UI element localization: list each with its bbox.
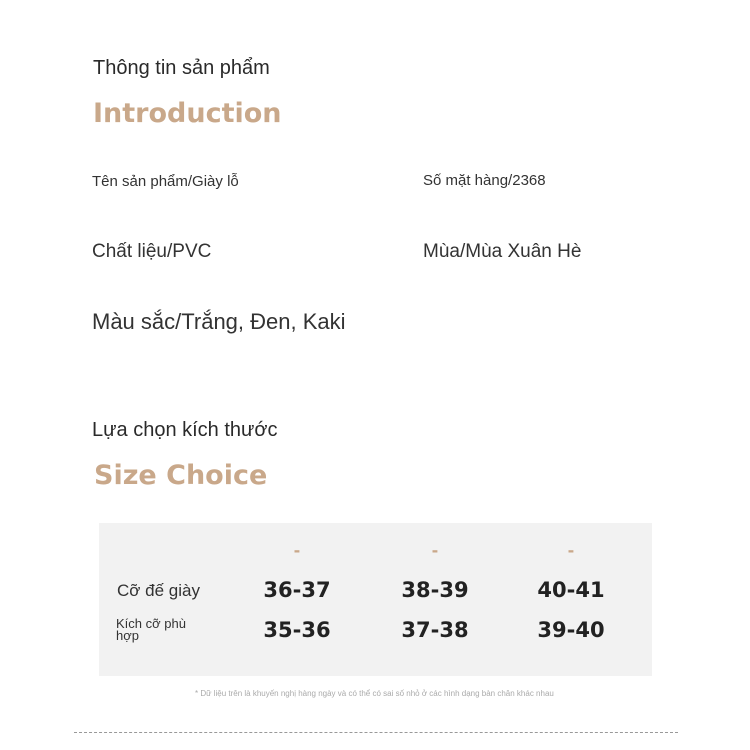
table-cell: 37-38 (401, 618, 469, 642)
table-cell: 39-40 (537, 618, 605, 642)
size-disclaimer-note: * Dữ liệu trên là khuyến nghị hàng ngày và có thể có sai số nhỏ ở các hình dạng bàn chân khác nhau (195, 689, 554, 698)
dashed-divider (74, 732, 678, 733)
table-cell: 38-39 (401, 578, 469, 602)
spec-product-name: Tên sản phẩm/Giày lỗ (92, 173, 239, 190)
spec-material: Chất liệu/PVC (92, 241, 212, 262)
spec-colors: Màu sắc/Trắng, Đen, Kaki (92, 309, 346, 334)
row-label-sole-size: Cỡ đế giày (117, 581, 200, 600)
table-cell: 36-37 (263, 578, 331, 602)
section-title-size-choice: Lựa chọn kích thước (92, 419, 278, 441)
column-marker: - (293, 541, 301, 560)
table-cell: 35-36 (263, 618, 331, 642)
spec-season: Mùa/Mùa Xuân Hè (423, 241, 582, 262)
row-label-fit-size: Kích cỡ phù hợp (116, 616, 186, 643)
column-marker: - (567, 541, 575, 560)
section-subtitle-introduction: Introduction (93, 98, 282, 129)
column-marker: - (431, 541, 439, 560)
section-title-product-info: Thông tin sản phẩm (93, 57, 270, 79)
table-cell: 40-41 (537, 578, 605, 602)
spec-item-number: Số mặt hàng/2368 (423, 172, 546, 189)
section-subtitle-size-choice: Size Choice (94, 460, 268, 491)
